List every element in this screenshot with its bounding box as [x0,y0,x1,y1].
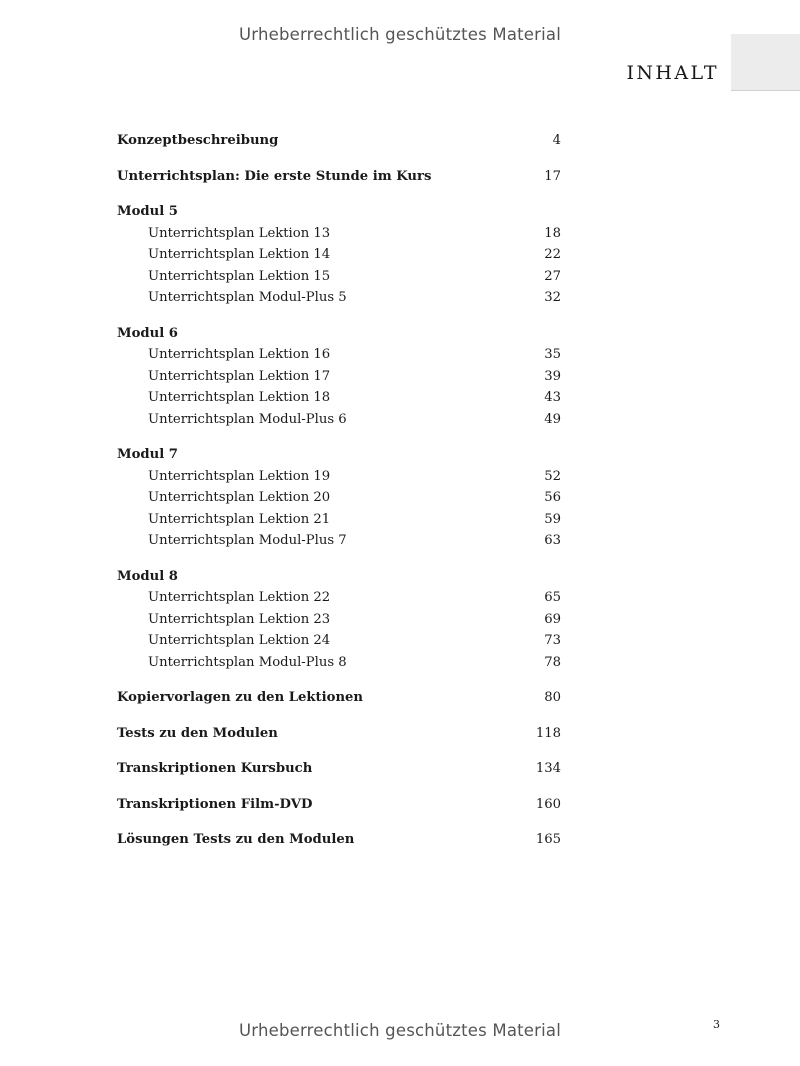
toc-sub-entry[interactable] [117,266,561,288]
page-number: 3 [713,1018,720,1031]
toc-entry-title: Unterrichtsplan Lektion 23 [148,611,331,627]
toc-section-kopiervorlagen [117,687,561,709]
toc-section-loesungen [117,829,561,851]
toc-entry[interactable] [117,829,561,851]
toc-entry-page: 65 [544,590,561,605]
toc-module-heading [117,323,561,345]
toc-entry-title: Unterrichtsplan Lektion 14 [148,247,331,262]
toc-entry-title: Transkriptionen Kursbuch [117,761,313,776]
toc-sub-entry[interactable] [117,387,561,409]
toc-module-title: Modul 5 [117,204,178,219]
toc-sub-entry[interactable] [117,509,561,531]
toc-entry[interactable] [117,687,561,709]
toc-entry[interactable] [117,723,561,745]
toc-entry-page: 73 [544,633,561,648]
toc-sub-entry[interactable] [117,287,561,309]
toc-entry-page: 78 [544,654,561,670]
toc-entry-page: 22 [544,247,561,262]
toc-entry-page: 52 [544,468,561,484]
toc-sub-entry[interactable] [117,466,561,488]
toc-entry-page: 80 [544,690,561,705]
toc-entry-title: Unterrichtsplan Lektion 24 [148,633,331,648]
toc-sub-entry[interactable] [117,244,561,266]
toc-entry-page: 59 [544,511,561,527]
toc-section-erste-stunde [117,166,561,188]
toc-entry-page: 134 [535,761,561,776]
toc-sub-entry[interactable] [117,223,561,245]
toc-entry-page: 63 [544,533,561,548]
toc-entry-page: 69 [544,611,561,627]
toc-module-title: Modul 7 [117,447,178,462]
toc-entry-title: Unterrichtsplan Modul-Plus 7 [148,533,347,548]
toc-sub-entry[interactable] [117,487,561,509]
toc-entry-page: 27 [544,268,561,284]
toc-entry[interactable] [117,130,561,152]
toc-section-transkriptionen-film [117,794,561,816]
toc-entry[interactable] [117,166,561,188]
toc-entry-title: Tests zu den Modulen [117,725,278,741]
watermark-bottom: Urheberrechtlich geschütztes Material [238,1021,562,1040]
toc-sub-entry[interactable] [117,652,561,674]
toc-entry-page: 35 [544,347,561,362]
toc-sub-entry[interactable] [117,630,561,652]
table-of-contents [117,130,561,865]
toc-module-heading [117,566,561,588]
toc-sub-entry[interactable] [117,587,561,609]
toc-entry[interactable] [117,758,561,780]
toc-section-tests [117,723,561,745]
toc-entry-title: Kopiervorlagen zu den Lektionen [117,690,364,705]
toc-module-title: Modul 8 [117,568,178,584]
toc-sub-entry[interactable] [117,366,561,388]
toc-entry-page: 56 [544,490,561,505]
toc-entry-title: Unterrichtsplan Lektion 22 [148,590,331,605]
toc-sub-entry[interactable] [117,409,561,431]
toc-sub-entry[interactable] [117,530,561,552]
toc-entry-title: Unterrichtsplan Lektion 15 [148,268,331,284]
toc-entry-page: 165 [535,832,561,847]
header-tab [731,34,800,91]
toc-entry-title: Unterrichtsplan Modul-Plus 5 [148,290,347,305]
toc-module-title: Modul 6 [117,325,178,341]
toc-entry-title: Unterrichtsplan Lektion 21 [148,511,331,527]
toc-entry-page: 32 [544,290,561,305]
toc-entry-page: 160 [535,796,561,812]
toc-entry-title: Unterrichtsplan Lektion 18 [148,390,331,405]
toc-entry-title: Unterrichtsplan Lektion 19 [148,468,331,484]
toc-section-konzept [117,130,561,152]
toc-module-heading [117,201,561,223]
toc-entry-title: Unterrichtsplan Lektion 20 [148,490,331,505]
toc-entry-title: Lösungen Tests zu den Modulen [117,832,355,847]
toc-entry-title: Unterrichtsplan Modul-Plus 8 [148,654,347,670]
toc-section-modul-7 [117,444,561,552]
toc-entry-page: 39 [544,368,561,384]
toc-sub-entry[interactable] [117,344,561,366]
toc-entry-title: Unterrichtsplan Lektion 17 [148,368,331,384]
toc-section-modul-5 [117,201,561,309]
toc-entry-title: Konzeptbeschreibung [117,133,279,148]
toc-entry-page: 4 [552,133,561,148]
page-title: INHALT [626,62,719,84]
toc-entry-page: 49 [544,411,561,427]
toc-entry-title: Unterrichtsplan Modul-Plus 6 [148,411,347,427]
toc-entry-page: 17 [544,168,561,184]
toc-section-transkriptionen-kursbuch [117,758,561,780]
toc-entry-title: Unterrichtsplan Lektion 13 [148,225,331,241]
toc-section-modul-8 [117,566,561,674]
toc-entry-title: Unterrichtsplan: Die erste Stunde im Kurs [117,168,432,184]
toc-entry-page: 18 [544,225,561,241]
toc-section-modul-6 [117,323,561,431]
toc-entry-title: Unterrichtsplan Lektion 16 [148,347,331,362]
toc-sub-entry[interactable] [117,609,561,631]
watermark-top: Urheberrechtlich geschütztes Material [238,25,562,44]
toc-entry-page: 118 [535,725,561,741]
toc-entry-page: 43 [544,390,561,405]
toc-entry[interactable] [117,794,561,816]
toc-module-heading [117,444,561,466]
toc-entry-title: Transkriptionen Film-DVD [117,796,313,812]
